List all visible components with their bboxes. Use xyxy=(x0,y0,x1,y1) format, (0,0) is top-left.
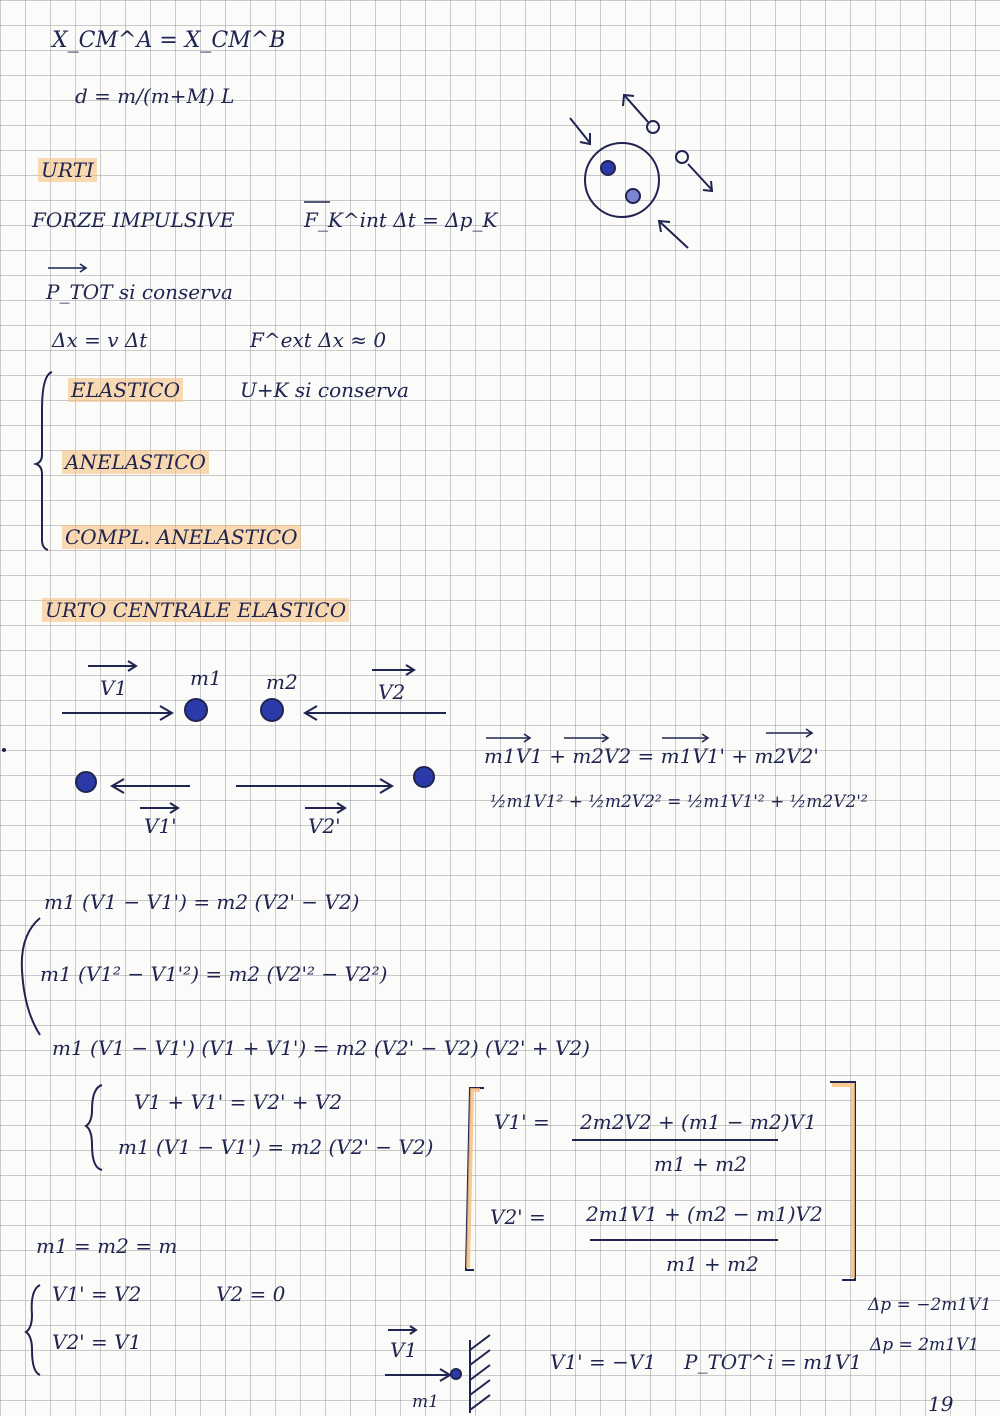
equal-masses: m1 = m2 = m xyxy=(36,1234,178,1258)
page-number: 19 xyxy=(928,1392,954,1416)
uk-conserved: U+K si conserva xyxy=(240,378,409,402)
delta-p-1: Δp = −2m1V1 xyxy=(868,1295,992,1315)
heading-urto-centrale: URTO CENTRALE ELASTICO xyxy=(42,598,349,622)
energy-equation: ½m1V1² + ½m2V2² = ½m1V1'² + ½m2V2'² xyxy=(490,792,868,812)
system-eq-1: V1 + V1' = V2' + V2 xyxy=(134,1090,343,1114)
m1-label: m1 xyxy=(190,666,222,690)
impulse-equation: F_K^int Δt = Δp_K xyxy=(304,208,498,232)
wall-v1-label: V1 xyxy=(390,1338,418,1362)
anelastico-label: ANELASTICO xyxy=(62,450,209,474)
delta-p-2: Δp = 2m1V1 xyxy=(870,1335,980,1355)
case-v2p: V2' = V1 xyxy=(52,1330,142,1354)
forze-impulsive: FORZE IMPULSIVE xyxy=(32,208,235,232)
particle-system-sketch xyxy=(570,95,712,248)
bounce-equation: V1' = −V1 xyxy=(550,1350,657,1374)
momentum-equation: m1V1 + m2V2 = m1V1' + m2V2' xyxy=(484,744,819,768)
v2-prime-label: V2' xyxy=(308,814,341,838)
eq-step-3: m1 (V1 − V1') (V1 + V1') = m2 (V2' − V2) (V2' + V2) xyxy=(52,1036,590,1060)
result-v1p-numerator: 2m2V2 + (m1 − m2)V1 xyxy=(580,1110,817,1134)
result-v1p-denominator: m1 + m2 xyxy=(654,1152,747,1176)
ptot-conserved: P_TOT si conserva xyxy=(46,280,233,304)
wall-m1-label: m1 xyxy=(412,1392,439,1412)
result-v2p-numerator: 2m1V1 + (m2 − m1)V2 xyxy=(586,1202,823,1226)
v2-label: V2 xyxy=(378,680,406,704)
eq-step-1: m1 (V1 − V1') = m2 (V2' − V2) xyxy=(44,890,360,914)
v1-label: V1 xyxy=(100,676,128,700)
elastico-label: ELASTICO xyxy=(68,378,183,402)
brace-marks xyxy=(22,372,102,1375)
eq-step-2: m1 (V1² − V1'²) = m2 (V2'² − V2²) xyxy=(40,962,388,986)
margin-dot xyxy=(2,748,6,752)
system-eq-2: m1 (V1 − V1') = m2 (V2' − V2) xyxy=(118,1135,434,1159)
result-v2p-denominator: m1 + m2 xyxy=(666,1252,759,1276)
result-v2p-lhs: V2' = xyxy=(490,1205,546,1229)
result-v1p-lhs: V1' = xyxy=(494,1110,550,1134)
ptot-initial: P_TOT^i = m1V1 xyxy=(684,1350,863,1374)
v1-prime-label: V1' xyxy=(144,814,177,838)
dx-equation: Δx = v Δt xyxy=(52,328,148,352)
fext-equation: F^ext Δx ≈ 0 xyxy=(250,328,387,352)
case-v2-zero: V2 = 0 xyxy=(216,1282,286,1306)
compl-anelastico-label: COMPL. ANELASTICO xyxy=(62,525,301,549)
d-equation: d = m/(m+M) L xyxy=(75,84,235,108)
heading-urti: URTI xyxy=(38,158,97,182)
xcm-equation: X_CM^A = X_CM^B xyxy=(52,28,286,53)
m2-label: m2 xyxy=(266,670,298,694)
case-v1p: V1' = V2 xyxy=(52,1282,142,1306)
